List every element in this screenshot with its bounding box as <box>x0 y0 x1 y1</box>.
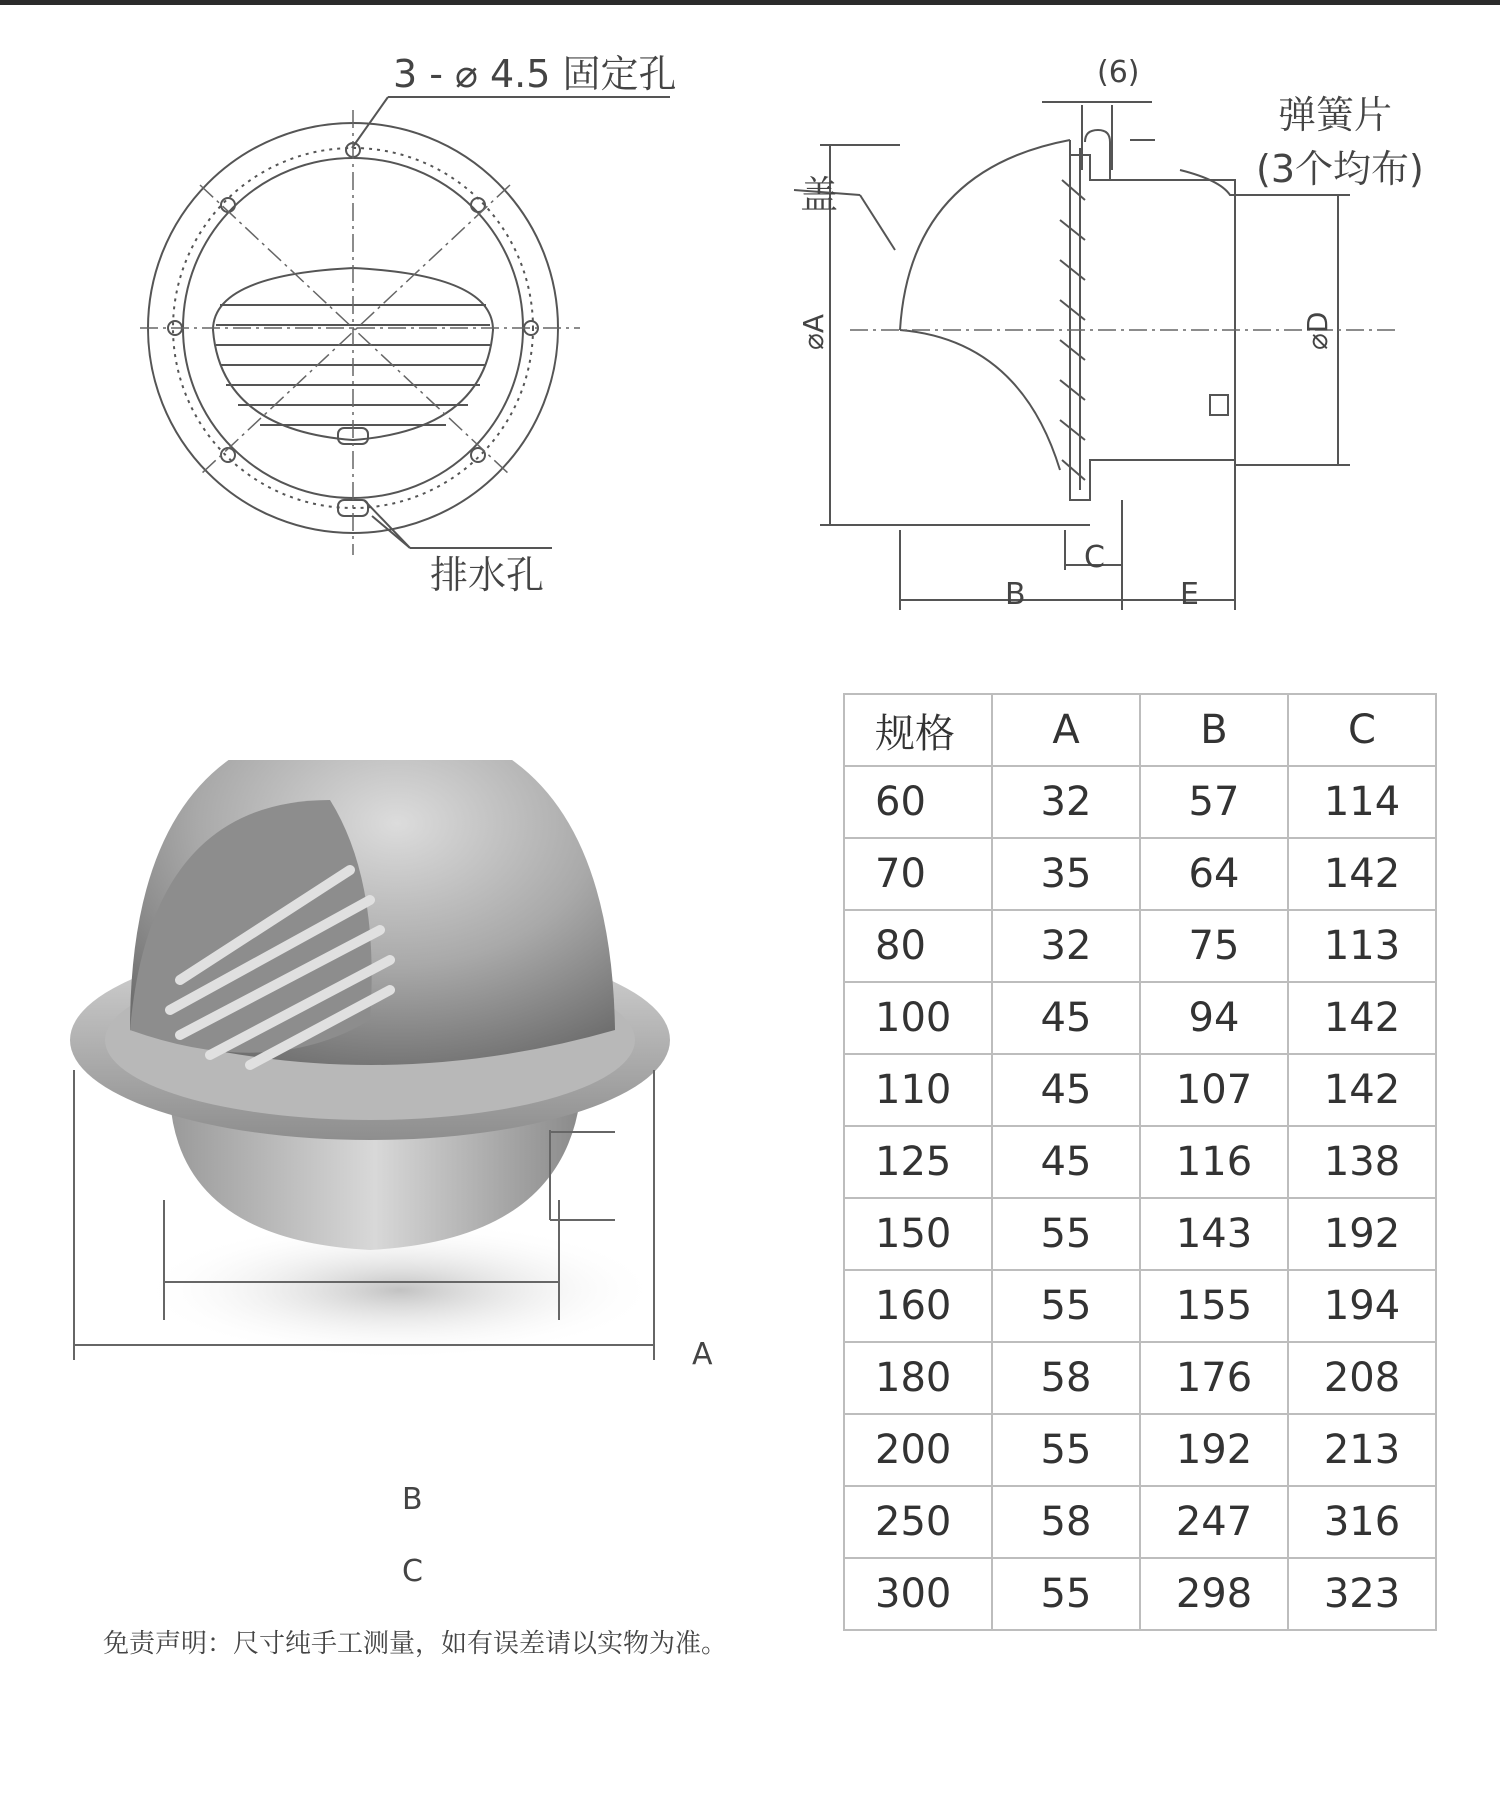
table-cell: 192 <box>1288 1198 1436 1270</box>
table-cell: 208 <box>1288 1342 1436 1414</box>
table-cell: 32 <box>992 766 1140 838</box>
table-cell: 250 <box>844 1486 992 1558</box>
table-row <box>844 910 1436 982</box>
table-row <box>844 838 1436 910</box>
table-cell: 298 <box>1140 1558 1288 1630</box>
table-cell: 64 <box>1140 838 1288 910</box>
table-cell: 100 <box>844 982 992 1054</box>
drain-hole-label: 排水孔 <box>430 553 545 597</box>
table-row <box>844 1054 1436 1126</box>
front-view-drawing <box>120 110 600 570</box>
table-row <box>844 766 1436 838</box>
dim-e-label: E <box>1180 577 1199 612</box>
table-cell: 55 <box>992 1198 1140 1270</box>
product-photo <box>70 760 770 1580</box>
table-cell: 180 <box>844 1342 992 1414</box>
table-cell: 60 <box>844 766 992 838</box>
disclaimer-text: 免责声明：尺寸纯手工测量，如有误差请以实物为准。 <box>103 1629 728 1659</box>
dim-phi-a-label: ⌀A <box>797 313 830 350</box>
table-cell: 155 <box>1140 1270 1288 1342</box>
table-cell: 138 <box>1288 1126 1436 1198</box>
table-cell: 110 <box>844 1054 992 1126</box>
table-cell: 57 <box>1140 766 1288 838</box>
photo-dim-b-label: B <box>402 1482 423 1517</box>
table-header-cell: B <box>1140 694 1288 766</box>
table-cell: 94 <box>1140 982 1288 1054</box>
table-cell: 247 <box>1140 1486 1288 1558</box>
table-cell: 58 <box>992 1342 1140 1414</box>
table-cell: 70 <box>844 838 992 910</box>
table-cell: 55 <box>992 1558 1140 1630</box>
table-row <box>844 1270 1436 1342</box>
table-cell: 160 <box>844 1270 992 1342</box>
table-row <box>844 1342 1436 1414</box>
photo-dim-c-label: C <box>402 1554 423 1589</box>
mounting-holes-label: 3 - ⌀ 4.5 固定孔 <box>393 52 677 96</box>
table-row <box>844 1126 1436 1198</box>
table-cell: 192 <box>1140 1414 1288 1486</box>
table-header-cell: C <box>1288 694 1436 766</box>
table-cell: 35 <box>992 838 1140 910</box>
table-cell: 55 <box>992 1270 1140 1342</box>
dim-c-label: C <box>1084 540 1105 575</box>
dim-phi-d-label: ⌀D <box>1301 311 1334 350</box>
table-cell: 80 <box>844 910 992 982</box>
table-cell: 114 <box>1288 766 1436 838</box>
table-cell: 58 <box>992 1486 1140 1558</box>
table-cell: 45 <box>992 982 1140 1054</box>
dim-b-label: B <box>1005 577 1026 612</box>
table-cell: 300 <box>844 1558 992 1630</box>
table-cell: 45 <box>992 1126 1140 1198</box>
spring-sub-label: (3个均布) <box>1256 147 1424 191</box>
table-cell: 142 <box>1288 982 1436 1054</box>
table-cell: 113 <box>1288 910 1436 982</box>
dim-6-label: (6) <box>1097 55 1140 90</box>
table-row <box>844 1414 1436 1486</box>
table-cell: 323 <box>1288 1558 1436 1630</box>
photo-dim-a-label: A <box>692 1337 713 1372</box>
table-header-cell: 规格 <box>844 694 992 766</box>
table-cell: 316 <box>1288 1486 1436 1558</box>
cover-label: 盖 <box>800 173 839 217</box>
table-cell: 32 <box>992 910 1140 982</box>
table-cell: 75 <box>1140 910 1288 982</box>
table-cell: 194 <box>1288 1270 1436 1342</box>
side-view-drawing <box>760 55 1460 630</box>
table-row <box>844 1558 1436 1630</box>
table-cell: 150 <box>844 1198 992 1270</box>
table-cell: 116 <box>1140 1126 1288 1198</box>
table-cell: 142 <box>1288 1054 1436 1126</box>
table-header-cell: A <box>992 694 1140 766</box>
table-cell: 200 <box>844 1414 992 1486</box>
table-header-row <box>844 694 1436 766</box>
table-row <box>844 1486 1436 1558</box>
spec-table <box>843 693 1437 1631</box>
table-cell: 142 <box>1288 838 1436 910</box>
spring-label: 弹簧片 <box>1278 93 1393 137</box>
table-cell: 45 <box>992 1054 1140 1126</box>
table-cell: 176 <box>1140 1342 1288 1414</box>
table-cell: 213 <box>1288 1414 1436 1486</box>
table-row <box>844 982 1436 1054</box>
table-row <box>844 1198 1436 1270</box>
table-cell: 143 <box>1140 1198 1288 1270</box>
table-cell: 125 <box>844 1126 992 1198</box>
table-cell: 107 <box>1140 1054 1288 1126</box>
table-cell: 55 <box>992 1414 1140 1486</box>
